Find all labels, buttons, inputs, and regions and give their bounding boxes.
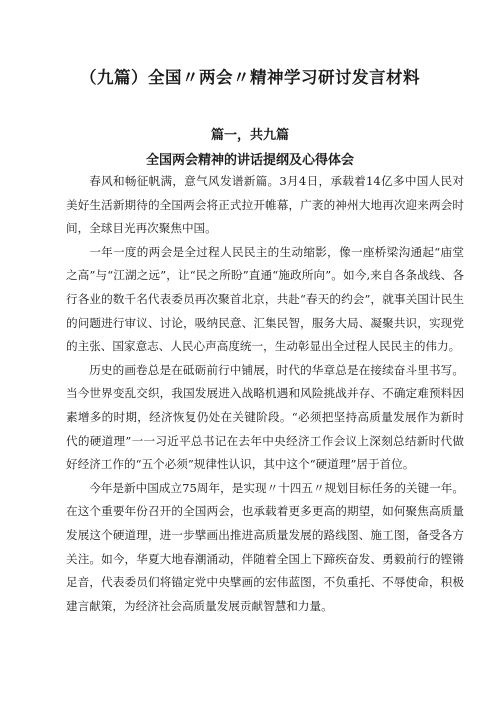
- body-paragraph: 今年是新中国成立75周年，是实现〃十四五〃规划目标任务的关键一年。在这个重要年份召开的全国两会，也承载着更多更高的期望，如何聚焦高质量发展这个硬道理，进一步擘画出推进高质量发展的路线图、施工图，备受各方关注。如今，华夏大地春潮涌动，伴随着全国上下蹄疾奋发、勇毅前行的铿锵足音，代表委员们将锚定党中央擘画的宏伟蓝图，不负重托、不辱使命，积极建言献策，为经济社会高质量发展贡献智慧和力量。: [66, 480, 464, 613]
- body-paragraph: 一年一度的两会是全过程人民民主的生动缩影，像一座桥梁沟通起“庙堂之高”与“江湖之远”，让“民之所盼”直通“施政所向”。如今,来自各条战线、各行各业的数千名代表委员再次聚首北京，共赴“春天的约会”，就事关国计民生的问题进行审议、讨论，吸纳民意、汇集民智，服务大局、凝聚共识，实现党的主张、国家意志、人民心声高度统一，生动彰显出全过程人民民主的伟力。: [66, 244, 464, 354]
- document-title: （九篇）全国〃两会〃精神学习研讨发言材料: [80, 68, 420, 87]
- body-paragraph: 春风和畅征帆满，意气风发谱新篇。3月4日，承载着14亿多中国人民对美好生活新期待的全国两会将正式拉开帷幕，广袤的神州大地再次迎来两会时间，全球目光再次聚焦中国。: [66, 174, 464, 236]
- document-body: [66, 170, 464, 618]
- section-subheading: 全国两会精神的讲话提纲及心得体会: [145, 153, 354, 168]
- body-paragraph: 历史的画卷总是在砥砺前行中铺展，时代的华章总是在接续奋斗里书写。当今世界变乱交织，我国发展进入战略机遇和风险挑战并存、不确定难预料因素增多的时期，经济恢复仍处在关键阶段。“必须把坚持高质量发展作为新时代的硬道理”一一习近平总书记在去年中央经济工作会议上深刻总结新时代做好经济工作的“五个必须”规律性认识，其中这个“硬道理”居于首位。: [66, 362, 464, 472]
- section-heading: 篇一，共九篇: [210, 128, 289, 143]
